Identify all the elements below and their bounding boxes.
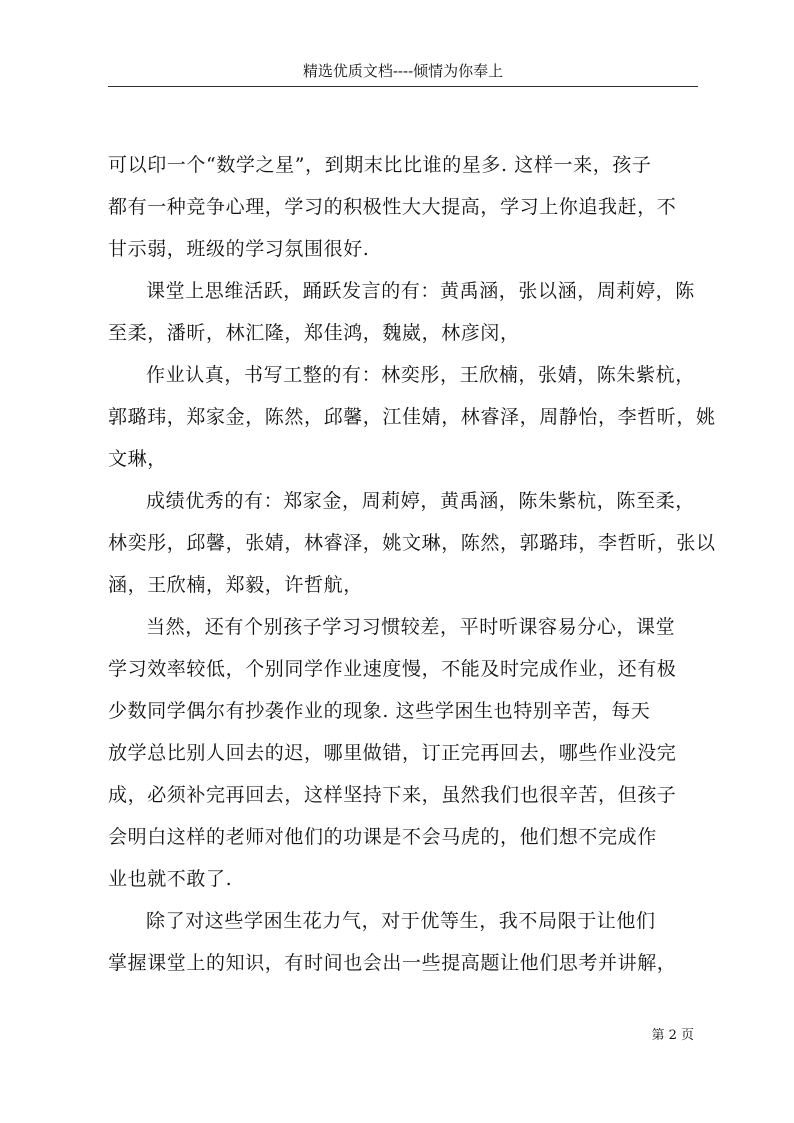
body-line: 至柔，潘昕，林汇隆，郑佳鸿，魏崴，林彦闵， — [108, 322, 520, 344]
body-line: 郭璐玮，郑家金，陈然，邱馨，江佳婧，林睿泽，周静怡，李哲昕，姚 — [108, 406, 716, 428]
body-line: 业也就不敢了. — [108, 868, 233, 890]
body-line: 除了对这些学困生花力气，对于优等生，我不局限于让他们 — [146, 910, 656, 932]
body-line: 都有一种竞争心理，学习的积极性大大提高，学习上你追我赶，不 — [108, 196, 677, 218]
body-line: 作业认真，书写工整的有：林奕彤，王欣楠，张婧，陈朱紫杭， — [146, 364, 695, 386]
body-line: 课堂上思维活跃，踊跃发言的有：黄禹涵，张以涵，周莉婷，陈 — [146, 280, 695, 302]
body-line: 成，必须补完再回去，这样坚持下来，虽然我们也很辛苦，但孩子 — [108, 784, 677, 806]
body-line: 涵，王欣楠，郑毅，许哲航， — [108, 574, 363, 596]
body-line: 学习效率较低，个别同学作业速度慢，不能及时完成作业，还有极 — [108, 658, 677, 680]
header-title: 精选优质文档----倾情为你奉上 — [302, 62, 504, 80]
body-line: 少数同学偶尔有抄袭作业的现象. 这些学困生也特别辛苦，每天 — [108, 700, 651, 722]
document-body — [108, 144, 716, 984]
body-line: 掌握课堂上的知识，有时间也会出一些提高题让他们思考并讲解， — [108, 952, 677, 974]
body-line: 林奕彤，邱馨，张婧，林睿泽，姚文琳，陈然，郭璐玮，李哲昕，张以 — [108, 532, 716, 554]
body-line: 文琳， — [108, 448, 167, 470]
page-header — [108, 60, 698, 87]
body-line: 可以印一个“数学之星”，到期末比比谁的星多. 这样一来，孩子 — [108, 154, 652, 176]
body-line: 放学总比别人回去的迟，哪里做错，订正完再回去，哪些作业没完 — [108, 742, 677, 764]
body-line: 甘示弱，班级的学习氛围很好. — [108, 238, 370, 260]
body-line: 当然，还有个别孩子学习习惯较差，平时听课容易分心，课堂 — [146, 616, 676, 638]
body-line: 会明白这样的老师对他们的功课是不会马虎的，他们想不完成作 — [108, 826, 657, 848]
body-line: 成绩优秀的有：郑家金，周莉婷，黄禹涵，陈朱紫杭，陈至柔， — [146, 490, 695, 512]
page-number: 第 2 页 — [651, 1028, 694, 1043]
